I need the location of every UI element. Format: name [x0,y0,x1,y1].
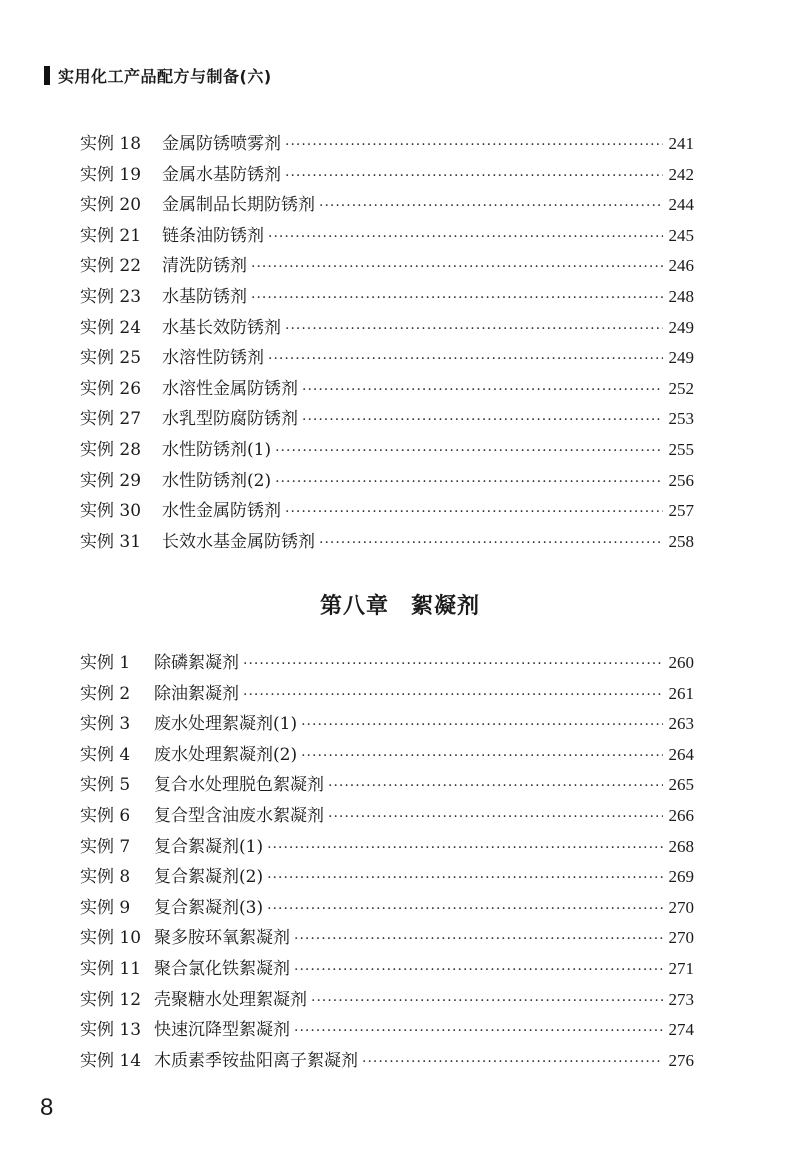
entry-title: 水基防锈剂 [162,286,247,307]
entry-number: 实例 28 [80,439,142,460]
entry-title: 链条油防锈剂 [162,225,264,246]
entry-number: 实例 29 [80,470,142,491]
entry-title: 复合型含油废水絮凝剂 [154,805,324,826]
entry-number: 实例 1 [80,653,131,673]
toc-entry[interactable] [80,893,694,924]
dot-leader [285,321,663,337]
toc-entry[interactable] [80,1046,694,1077]
entry-title: 水性防锈剂(1) [162,439,272,460]
dot-leader [267,840,662,856]
entry-title: 复合絮凝剂(3) [154,897,264,918]
dot-leader [294,962,663,978]
entry-number: 实例 21 [80,225,142,246]
entry-number: 实例 6 [80,805,131,826]
toc-entry[interactable] [80,832,694,863]
entry-page: 266 [668,805,694,825]
entry-number: 实例 5 [80,775,131,796]
entry-number: 实例 20 [80,195,142,216]
entry-page: 255 [668,439,694,459]
entry-title: 壳聚糖水处理絮凝剂 [154,989,307,1010]
entry-page: 274 [668,1020,694,1040]
dot-leader [301,717,662,733]
entry-page: 248 [668,286,694,306]
entry-page: 264 [668,744,694,764]
toc-entry[interactable] [80,374,694,405]
entry-title: 水性金属防锈剂 [162,501,281,522]
entry-page: 268 [668,836,694,856]
dot-leader [328,778,663,794]
entry-title: 木质素季铵盐阳离子絮凝剂 [154,1050,358,1071]
entry-number: 实例 26 [80,378,142,399]
entry-page: 252 [668,378,694,398]
toc-entry[interactable] [80,770,694,801]
toc-entry[interactable] [80,679,694,710]
entry-page: 271 [668,958,694,978]
entry-number: 实例 19 [80,164,142,185]
entry-title: 长效水基金属防锈剂 [162,531,315,552]
entry-number: 实例 27 [80,409,142,430]
dot-leader [285,168,663,184]
entry-title: 水性防锈剂(2) [162,470,272,491]
entry-page: 276 [668,1050,694,1070]
dot-leader [294,1023,663,1039]
entry-page: 249 [668,317,694,337]
chapter-title: 絮凝剂 [411,594,481,619]
entry-page: 244 [668,195,694,215]
toc-list-chapter7 [80,129,694,557]
entry-number: 实例 23 [80,286,142,307]
entry-page: 263 [668,714,694,734]
dot-leader [275,443,662,459]
toc-entry[interactable] [80,343,694,374]
entry-number: 实例 18 [80,134,142,154]
entry-title: 废水处理絮凝剂(2) [154,744,298,765]
toc-entry[interactable] [80,129,694,160]
entry-page: 261 [668,683,694,703]
entry-number: 实例 7 [80,836,131,857]
entry-page: 258 [668,531,694,551]
entry-page: 273 [668,989,694,1009]
toc-entry[interactable] [80,313,694,344]
dot-leader [319,198,663,214]
entry-number: 实例 13 [80,1020,142,1041]
toc-entry[interactable] [80,801,694,832]
dot-leader [302,382,663,398]
entry-page: 241 [668,134,694,153]
toc-entry[interactable] [80,190,694,221]
dot-leader [268,351,663,367]
dot-leader [267,870,662,886]
entry-number: 实例 9 [80,897,131,918]
toc-entry[interactable] [80,496,694,527]
entry-title: 废水处理絮凝剂(1) [154,714,298,735]
toc-entry[interactable] [80,709,694,740]
entry-page: 270 [668,928,694,948]
toc-entry[interactable] [80,404,694,435]
dot-leader [301,748,662,764]
dot-leader [328,809,663,825]
entry-page: 260 [668,653,694,672]
chapter-label: 第八章 [319,594,389,619]
toc-entry[interactable] [80,282,694,313]
entry-number: 实例 3 [80,714,131,735]
entry-title: 除油絮凝剂 [154,683,239,704]
entry-number: 实例 8 [80,867,131,888]
dot-leader [243,656,663,672]
entry-number: 实例 31 [80,531,142,552]
toc-list-chapter8 [80,648,694,1076]
entry-title: 除磷絮凝剂 [154,653,239,673]
dot-leader [311,993,663,1009]
entry-number: 实例 10 [80,928,142,949]
entry-page: 246 [668,256,694,276]
dot-leader [285,137,663,153]
entry-title: 水基长效防锈剂 [162,317,281,338]
toc-entry[interactable] [80,466,694,497]
dot-leader [251,290,663,306]
entry-title: 聚合氯化铁絮凝剂 [154,958,290,979]
toc-entry[interactable] [80,527,694,558]
running-header [44,64,272,87]
entry-page: 242 [668,164,694,184]
dot-leader [268,229,663,245]
entry-number: 实例 14 [80,1050,142,1071]
entry-title: 聚多胺环氧絮凝剂 [154,928,290,949]
toc-entry[interactable] [80,985,694,1016]
entry-title: 金属防锈喷雾剂 [162,134,281,154]
entry-number: 实例 12 [80,989,142,1010]
dot-leader [302,412,663,428]
toc-entry[interactable] [80,862,694,893]
dot-leader [285,504,663,520]
toc-entry[interactable] [80,435,694,466]
book-title: 实用化工产品配方与制备(六) [58,67,272,86]
dot-leader [275,474,662,490]
toc-entry[interactable] [80,251,694,282]
entry-page: 249 [668,348,694,368]
toc-entry[interactable] [80,1015,694,1046]
toc-entry[interactable] [80,954,694,985]
entry-page: 270 [668,897,694,917]
dot-leader [294,931,663,947]
entry-page: 256 [668,470,694,490]
toc-entry[interactable] [80,160,694,191]
dot-leader [251,259,663,275]
page-number: 8 [40,1094,54,1121]
entry-page: 245 [668,225,694,245]
entry-page: 265 [668,775,694,795]
entry-number: 实例 22 [80,256,142,277]
entry-number: 实例 25 [80,348,142,369]
entry-number: 实例 11 [80,958,142,979]
entry-title: 金属水基防锈剂 [162,164,281,185]
toc-entry[interactable] [80,648,694,679]
entry-page: 257 [668,501,694,521]
dot-leader [362,1054,663,1070]
entry-title: 水溶性金属防锈剂 [162,378,298,399]
entry-page: 253 [668,409,694,429]
entry-number: 实例 30 [80,501,142,522]
entry-number: 实例 24 [80,317,142,338]
entry-page: 269 [668,867,694,887]
entry-title: 复合絮凝剂(1) [154,836,264,857]
header-bar-mark [44,66,50,85]
entry-number: 实例 4 [80,744,131,765]
dot-leader [319,535,663,551]
toc-entry[interactable] [80,923,694,954]
entry-number: 实例 2 [80,683,131,704]
chapter-heading [0,589,800,620]
entry-title: 复合水处理脱色絮凝剂 [154,775,324,796]
dot-leader [243,687,663,703]
entry-title: 水乳型防腐防锈剂 [162,409,298,430]
entry-title: 金属制品长期防锈剂 [162,195,315,216]
toc-entry[interactable] [80,221,694,252]
entry-title: 快速沉降型絮凝剂 [154,1020,290,1041]
entry-title: 水溶性防锈剂 [162,348,264,369]
entry-title: 复合絮凝剂(2) [154,867,264,888]
entry-title: 清洗防锈剂 [162,256,247,277]
toc-entry[interactable] [80,740,694,771]
dot-leader [267,901,662,917]
